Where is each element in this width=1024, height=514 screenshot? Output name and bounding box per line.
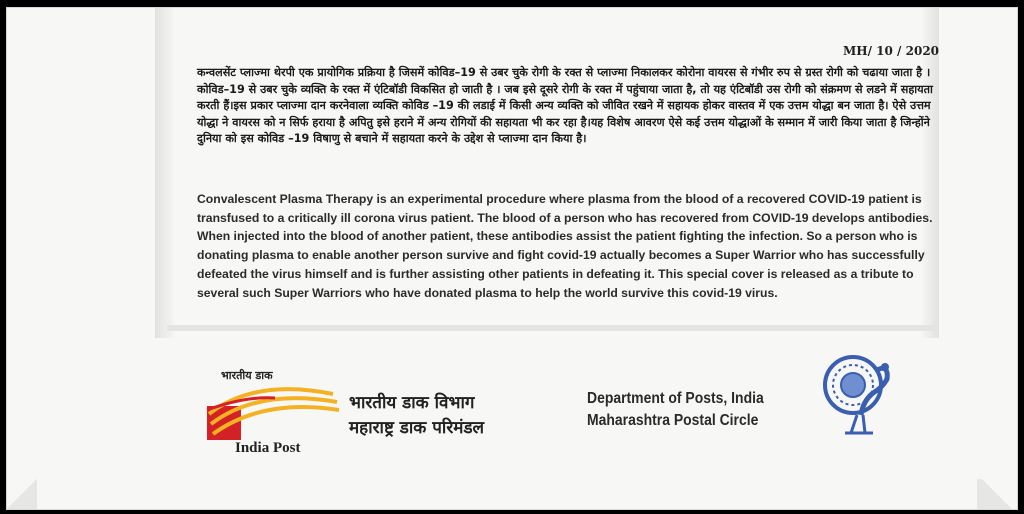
envelope-back [6,7,1018,510]
dept-english-line2: Maharashtra Postal Circle [587,412,759,429]
envelope-flap-edge [167,325,937,331]
logo-name-text: India Post [235,440,301,456]
english-description [197,190,937,302]
dept-hindi-line2: महाराष्ट्र डाक परिमंडल [349,418,485,438]
logo-hindi-text: भारतीय डाक [221,369,273,382]
envelope-flap-left [155,8,173,338]
peacock-emblem-icon [817,353,899,437]
india-post-logo [205,368,345,468]
envelope-corner-right [977,479,1017,509]
envelope-corner-left [7,479,37,509]
hindi-description [197,65,937,148]
department-english [587,388,764,432]
reference-number: MH/ 10 / 2020 [843,44,940,58]
department-hindi [349,391,484,441]
dept-hindi-line1: भारतीय डाक विभाग [349,393,475,413]
hindi-paragraph: कन्वलसेंट प्लाज्मा थेरपी एक प्रायोगिक प्रक्रिया है जिसमें कोविड–19 से उबर चुके रोगी के रक्त से प्लाज्मा निकालकर कोरोना वायरस से गंभीर रुप से ग्रस्त रोगी को चढाया जाता है । कोविड–19 से उबर चुके व्यक्ति के रक्त में एंटिबॉडी विकसित हो जाती है । जब इसे दूसरे रोगी के रक्त में पहुंचाया जाता है, तो यह एंटिबॉडी उस रोगी को संक्रमण से लडने में सहायता करती हैं।इस प्रकार प्लाज्मा दान करनेवाला व्यक्ति कोविड –19 की लडाई में किसी अन्य व्यक्ति को जीवित रखने में सहायक होकर वास्तव में एक उत्तम योद्धा बन जाता है। ऐसे उत्तम योद्धा ने वायरस को न सिर्फ हराया है अपितु इसे हराने में अन्य रोगियों की सहायता भी कर रहा है।यह विशेष आवरण ऐसे कई उत्तम योद्धाओं के सम्मान में जारी किया जाता है जिन्होंने दुनिया को इस कोविड –19 विषाणु से बचाने में सहायता करने के उद्देश से प्लाज्मा दान किया है। [197,66,933,146]
dept-english-line1: Department of Posts, India [587,390,764,407]
english-paragraph: Convalescent Plasma Therapy is an experimental procedure where plasma from the blood of a recovered COVID-19 patient is transfused to a critically ill corona virus patient. The blood of a person who has recovered from COVID-19 develops antibodies. When injected into the blood of another patient, these antibodies assist the patient fighting the infection. So a person who is donating plasma to enable another person survive and fight covid-19 actually becomes a Super Warrior who has successfully defeated the virus himself and is further assisting other patients in defeating it. This special cover is released as a tribute to several such Super Warriors who have donated plasma to help the world survive this covid-19 virus. [197,192,933,300]
india-post-logo-icon [205,384,345,444]
